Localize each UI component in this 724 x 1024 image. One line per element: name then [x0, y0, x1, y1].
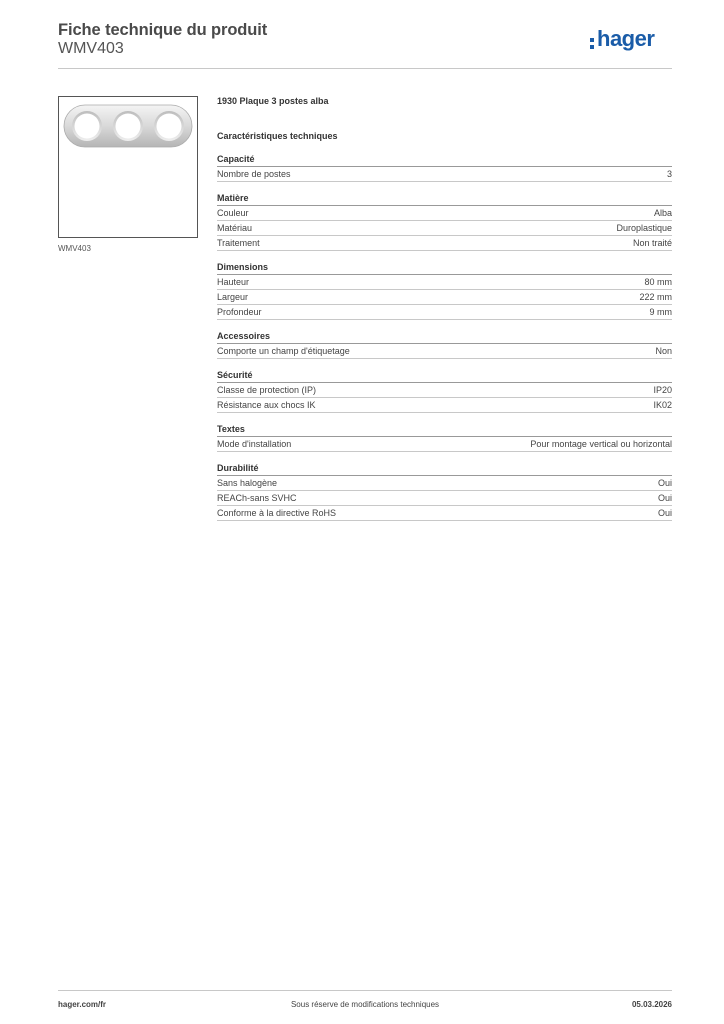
footer-website[interactable]: hager.com/fr — [58, 1000, 107, 1009]
spec-row — [217, 476, 672, 491]
spec-label: Classe de protection (IP) — [217, 385, 317, 395]
section-title: Accessoires — [217, 330, 672, 344]
spec-label: REACh-sans SVHC — [217, 493, 297, 503]
spec-row — [217, 344, 672, 359]
spec-value: Non — [655, 346, 672, 356]
spec-label: Comporte un champ d'étiquetage — [217, 346, 350, 356]
spec-label: Sans halogène — [217, 478, 278, 488]
spec-value: 3 — [666, 169, 672, 179]
spec-section — [217, 261, 672, 320]
logo-dots-icon — [590, 38, 594, 52]
spec-value: IK02 — [653, 400, 672, 410]
spec-row — [217, 383, 672, 398]
section-title: Sécurité — [217, 369, 672, 383]
spec-label: Profondeur — [217, 307, 262, 317]
footer-date: 05.03.2026 — [631, 1000, 672, 1009]
spec-value: 222 mm — [639, 292, 672, 302]
logo-text: hager — [597, 26, 655, 51]
spec-section — [217, 369, 672, 413]
wall-plate-illustration — [59, 97, 197, 237]
spec-value: Pour montage vertical ou horizontal — [530, 439, 672, 449]
spec-label: Couleur — [217, 208, 249, 218]
spec-row — [217, 398, 672, 413]
spec-value: Oui — [657, 508, 672, 518]
spec-row — [217, 506, 672, 521]
product-reference: WMV403 — [58, 40, 124, 57]
page-header — [58, 20, 672, 69]
spec-value: Oui — [657, 478, 672, 488]
spec-row — [217, 437, 672, 452]
product-image — [58, 96, 198, 238]
spec-value: 80 mm — [644, 277, 672, 287]
spec-row — [217, 167, 672, 182]
section-title: Durabilité — [217, 462, 672, 476]
spec-label: Matériau — [217, 223, 253, 233]
spec-section — [217, 192, 672, 251]
spec-label: Traitement — [217, 238, 260, 248]
spec-value: 9 mm — [649, 307, 672, 317]
spec-label: Nombre de postes — [217, 169, 291, 179]
spec-row — [217, 491, 672, 506]
hager-logo — [590, 26, 672, 53]
spec-section — [217, 462, 672, 521]
spec-row — [217, 221, 672, 236]
spec-label: Résistance aux chocs IK — [217, 400, 316, 410]
document-title: Fiche technique du produit — [58, 21, 268, 39]
spec-label: Largeur — [217, 292, 249, 302]
spec-section — [217, 153, 672, 182]
product-name: 1930 Plaque 3 postes alba — [217, 96, 329, 106]
image-caption: WMV403 — [58, 244, 91, 253]
section-title: Capacité — [217, 153, 672, 167]
spec-row — [217, 275, 672, 290]
spec-label: Conforme à la directive RoHS — [217, 508, 337, 518]
spec-row — [217, 290, 672, 305]
spec-row — [217, 206, 672, 221]
spec-row — [217, 236, 672, 251]
section-title: Matière — [217, 192, 672, 206]
spec-row — [217, 305, 672, 320]
spec-value: IP20 — [653, 385, 672, 395]
spec-sections — [217, 153, 672, 521]
spec-value: Non traité — [632, 238, 672, 248]
spec-value: Duroplastique — [616, 223, 672, 233]
spec-content — [217, 94, 672, 521]
characteristics-title: Caractéristiques techniques — [217, 131, 338, 141]
spec-value: Alba — [653, 208, 672, 218]
section-title: Dimensions — [217, 261, 672, 275]
page-footer — [58, 990, 672, 1013]
section-title: Textes — [217, 423, 672, 437]
footer-disclaimer: Sous réserve de modifications techniques — [290, 1000, 440, 1009]
spec-label: Hauteur — [217, 277, 250, 287]
spec-section — [217, 330, 672, 359]
spec-label: Mode d'installation — [217, 439, 292, 449]
spec-section — [217, 423, 672, 452]
spec-value: Oui — [657, 493, 672, 503]
